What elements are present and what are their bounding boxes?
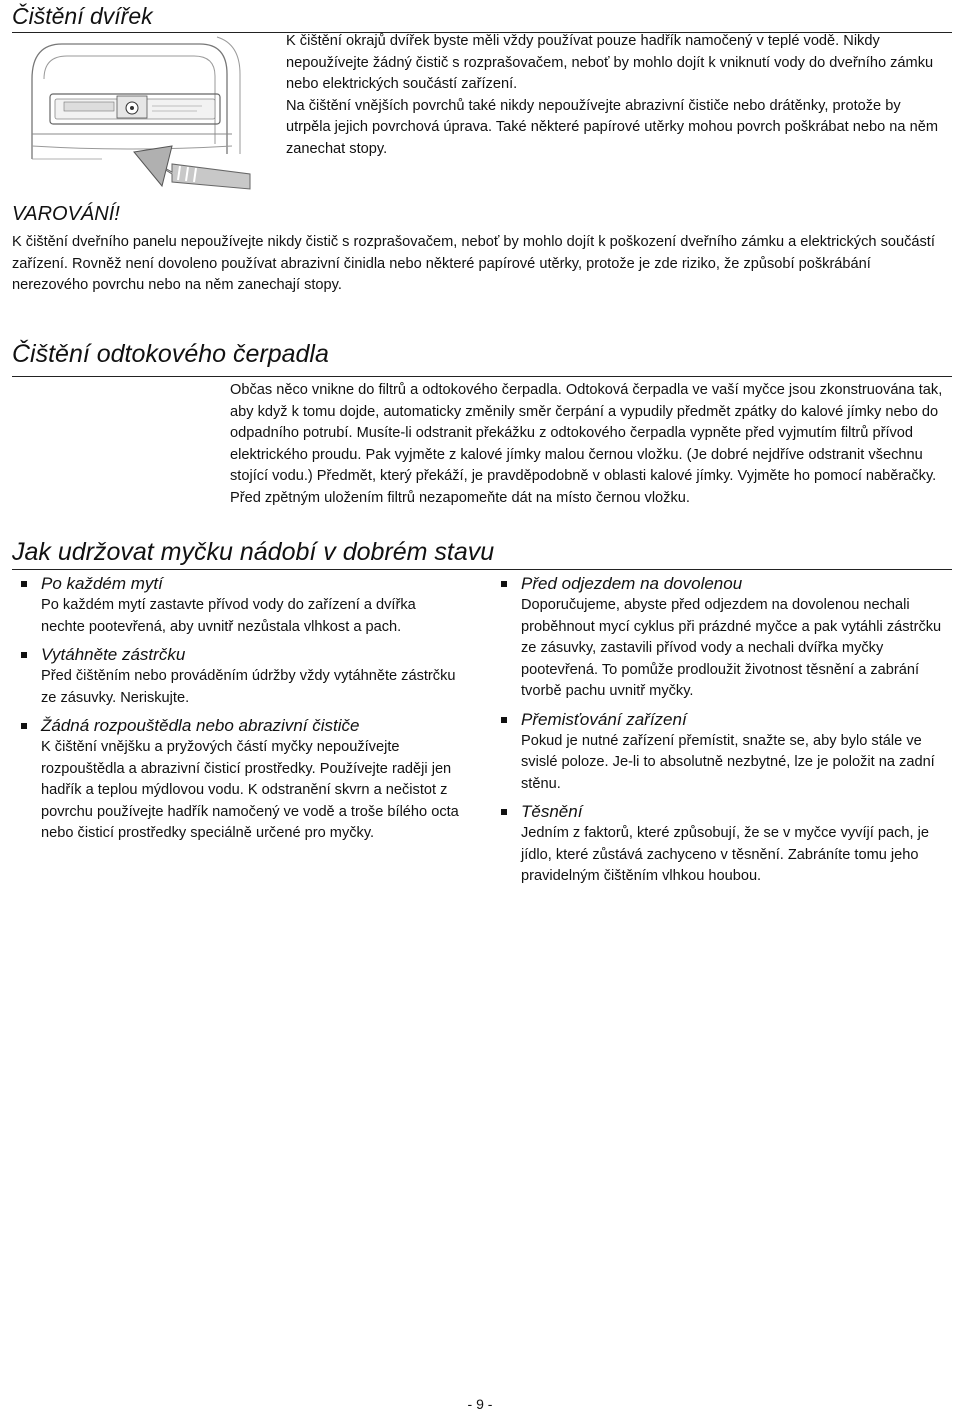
list-item — [10, 644, 460, 709]
list-item-body: K čištění vnějšku a pryžových částí myčky nepoužívejte rozpouštědla a abrazivní čisticí prostředky. Používejte raději jen hadřík a teplou mýdlovou vodu. K odstranění skvrn a nečistot z povrchu používejte hadřík namočený ve vodě a troše bílého octa nebo čisticí prostředky speciálně určené pro myčky. — [41, 739, 459, 841]
list-item — [490, 573, 945, 703]
door-cleaning-paragraph-2: Na čištění vnějších povrchů také nikdy nepoužívejte abrazivní čističe nebo drátěnky, protože by utrpěla jejich povrchová úprava. Také některé papírové utěrky mohou povrch poškrábat nebo na něm zanechat stopy. — [286, 97, 938, 157]
warning-title: VAROVÁNÍ! — [12, 203, 120, 225]
list-item-heading: Žádná rozpouštědla nebo abrazivní čističe — [41, 716, 360, 735]
list-item-heading: Těsnění — [521, 802, 583, 821]
door-cleaning-text — [286, 31, 948, 161]
section-title-pump-cleaning: Čištění odtokového čerpadla — [12, 340, 329, 368]
pump-cleaning-text: Občas něco vnikne do filtrů a odtokového čerpadla. Odtoková čerpadla ve vaší myčce jsou zkonstruována tak, aby když k tomu dojde, automaticky změnily směr čerpání a vypudily předmět zpátky do kalové jímky nebo do odpadního potrubí. Musíte-li odstranit překážku z odtokového čerpadla vypněte před vyjmutím filtrů přívod elektrického proudu. Pak vyjměte z kalové jímky malou černou vložku. (Je dobré nejdříve odstranit všechnu stojící vodu.) Předmět, který překáží, je pravděpodobně v oblasti kalové jímky. Vyjměte ho pomocí naběračky. Před zpětným uložením filtrů nezapomeňte dát na místo černou vložku. — [230, 382, 943, 506]
list-item-heading: Přemisťování zařízení — [521, 709, 687, 729]
bullet-square-icon — [21, 652, 27, 658]
list-item-heading: Vytáhněte zástrčku — [41, 645, 186, 664]
list-item-body: Jedním z faktorů, které způsobují, že se v myčce vyvíjí pach, je jídlo, které zůstává zachyceno v těsnění. Zabráníte tomu jeho pravidelným čištěním vlhkou houbou. — [521, 825, 929, 884]
door-cleaning-paragraph-1: K čištění okrajů dvířek byste měli vždy používat pouze hadřík namočený v teplé vodě. Nikdy nepoužívejte žádný čistič s rozprašovačem, neboť by mohlo dojít k vniknutí vody do dveřního zámku nebo elektrických součástí zařízení. — [286, 33, 934, 93]
list-item-body: Po každém mytí zastavte přívod vody do zařízení a dvířka nechte pootevřená, aby uvnitř nezůstala vlhkost a pach. — [41, 597, 416, 635]
list-item-body: Před čištěním nebo prováděním údržby vždy vytáhněte zástrčku ze zásuvky. Neriskujte. — [41, 668, 456, 706]
page-number: - 9 - — [467, 1396, 493, 1412]
list-item — [490, 709, 945, 796]
list-item-heading: Před odjezdem na dovolenou — [521, 574, 743, 593]
list-item — [10, 715, 460, 845]
section-title-underline — [12, 569, 952, 570]
bullet-square-icon — [501, 809, 507, 815]
list-item-body: Pokud je nutné zařízení přemístit, snažte se, aby bylo stále ve svislé poloze. Je-li to absolutně nezbytné, lze je položit na zadní stěnu. — [521, 732, 935, 792]
section-title-maintenance: Jak udržovat myčku nádobí v dobrém stavu — [12, 538, 495, 566]
warning-text: K čištění dveřního panelu nepoužívejte nikdy čistič s rozprašovačem, neboť by mohlo dojít k poškození dveřního zámku a elektrických součástí zařízení. Rovněž není dovoleno používat abrazivní činidla nebo některé papírové utěrky, protože je zde riziko, že způsobí poškrábání nerezového povrchu nebo na něm zanechají stopy. — [12, 234, 935, 294]
bullet-square-icon — [501, 581, 507, 587]
list-item — [10, 573, 460, 638]
bullet-square-icon — [501, 717, 507, 723]
bullet-square-icon — [21, 723, 27, 729]
list-item-heading: Po každém mytí — [41, 574, 163, 593]
list-item — [490, 801, 945, 888]
dishwasher-door-cleaning-illustration — [22, 34, 254, 190]
maintenance-list-right — [490, 573, 945, 894]
section-title-underline — [12, 376, 952, 377]
maintenance-list-left — [10, 573, 460, 851]
section-title-door-cleaning: Čištění dvířek — [12, 3, 153, 29]
list-item-body: Doporučujeme, abyste před odjezdem na dovolenou nechali proběhnout mycí cyklus při prázdné myčce a pak vytáhli zástrčku ze zásuvky, zastavili přívod vody a nechali dvířka myčky pootevřená. To pomůže prodloužit životnost těsnění a zabrání tvorbě pachu uvnitř myčky. — [521, 597, 942, 699]
bullet-square-icon — [21, 581, 27, 587]
